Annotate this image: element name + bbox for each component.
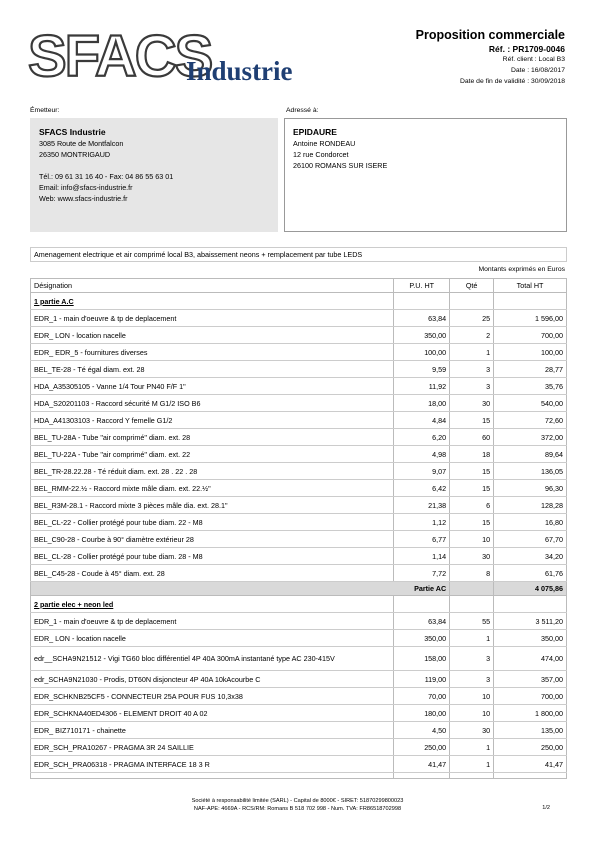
empty-cell bbox=[494, 293, 567, 310]
table-row bbox=[31, 671, 567, 688]
empty-cell bbox=[494, 596, 567, 613]
item-quantity: 25 bbox=[450, 310, 494, 327]
table-row bbox=[31, 514, 567, 531]
emitter-label: Émetteur: bbox=[30, 107, 60, 114]
recipient-name: EPIDAURE bbox=[293, 127, 337, 137]
item-quantity: 6 bbox=[450, 497, 494, 514]
item-quantity: 1 bbox=[450, 739, 494, 756]
item-unit-price: 350,00 bbox=[394, 327, 450, 344]
item-designation: BEL_TU-22A - Tube "air comprimé" diam. ext. 22 bbox=[31, 446, 394, 463]
document-header bbox=[416, 28, 565, 87]
table-row bbox=[31, 565, 567, 582]
logo-sfacs-text: SFACS bbox=[28, 30, 212, 86]
table-row bbox=[31, 327, 567, 344]
document-title: Proposition commerciale bbox=[415, 28, 565, 42]
logo-industrie-text: Industrie bbox=[186, 56, 293, 86]
item-total: 96,30 bbox=[494, 480, 567, 497]
document-date: Date : 16/08/2017 bbox=[510, 67, 565, 74]
item-total: 474,00 bbox=[494, 647, 567, 671]
item-designation: BEL_R3M-28.1 - Raccord mixte 3 pièces mâle dia. ext. 28.1" bbox=[31, 497, 394, 514]
empty-cell bbox=[450, 596, 494, 613]
section-row-part2 bbox=[31, 596, 567, 613]
item-unit-price: 6,20 bbox=[394, 429, 450, 446]
item-total: 250,00 bbox=[494, 739, 567, 756]
item-designation: BEL_RMM-22.½ - Raccord mixte mâle diam. ext. 22.½" bbox=[31, 480, 394, 497]
currency-note: Montants exprimés en Euros bbox=[478, 266, 565, 273]
emitter-email: Email: info@sfacs-industrie.fr bbox=[39, 183, 133, 192]
item-quantity: 18 bbox=[450, 446, 494, 463]
item-designation: HDA_S20201103 - Raccord sécurité M G1/2 ISO B6 bbox=[31, 395, 394, 412]
item-total: 372,00 bbox=[494, 429, 567, 446]
item-unit-price: 41,47 bbox=[394, 756, 450, 773]
item-designation: EDR_1 - main d'oeuvre & tp de deplacement bbox=[31, 310, 394, 327]
emitter-box bbox=[30, 118, 278, 232]
emitter-phone: Tél.: 09 61 31 16 40 - Fax: 04 86 55 63 01 bbox=[39, 172, 174, 181]
company-logo bbox=[28, 30, 328, 86]
table-row bbox=[31, 613, 567, 630]
item-unit-price: 180,00 bbox=[394, 705, 450, 722]
header-quantity: Qté bbox=[450, 279, 494, 293]
item-total: 128,28 bbox=[494, 497, 567, 514]
item-quantity: 15 bbox=[450, 412, 494, 429]
table-row bbox=[31, 463, 567, 480]
recipient-address-line1: 12 rue Condorcet bbox=[293, 150, 349, 159]
item-unit-price: 9,59 bbox=[394, 361, 450, 378]
table-row bbox=[31, 310, 567, 327]
item-quantity: 10 bbox=[450, 705, 494, 722]
empty-cell bbox=[450, 582, 494, 596]
table-row bbox=[31, 630, 567, 647]
item-designation: edr__SCHA9N21512 - Vigi TG60 bloc différentiel 4P 40A 300mA instantané type AC 230-415V bbox=[31, 647, 394, 671]
item-unit-price: 158,00 bbox=[394, 647, 450, 671]
item-designation: HDA_A35305105 - Vanne 1/4 Tour PN40 F/F 1" bbox=[31, 378, 394, 395]
table-row bbox=[31, 344, 567, 361]
item-total: 357,00 bbox=[494, 671, 567, 688]
item-unit-price: 250,00 bbox=[394, 739, 450, 756]
table-row bbox=[31, 531, 567, 548]
item-unit-price: 63,84 bbox=[394, 310, 450, 327]
item-unit-price: 1,12 bbox=[394, 514, 450, 531]
table-end-row bbox=[31, 773, 567, 779]
footer-legal-line1: Société à responsabilité limitée (SARL) - Capital de 8000€ - SIRET: 51870299800023 bbox=[191, 798, 404, 804]
document-reference: Réf. : PR1709-0046 bbox=[488, 44, 565, 54]
subtotal-row bbox=[31, 582, 567, 596]
section-title: 2 partie elec + neon led bbox=[31, 596, 394, 613]
item-unit-price: 100,00 bbox=[394, 344, 450, 361]
subtotal-label: Partie AC bbox=[31, 582, 450, 596]
recipient-address-line2: 26100 ROMANS SUR ISERE bbox=[293, 161, 388, 170]
item-designation: EDR_ EDR_5 - fournitures diverses bbox=[31, 344, 394, 361]
section-title: 1 partie A.C bbox=[31, 293, 394, 310]
item-total: 3 511,20 bbox=[494, 613, 567, 630]
item-designation: BEL_C90-28 - Courbe à 90° diamètre extérieur 28 bbox=[31, 531, 394, 548]
item-quantity: 55 bbox=[450, 613, 494, 630]
item-total: 35,76 bbox=[494, 378, 567, 395]
item-designation: EDR_SCH_PRA10267 - PRAGMA 3R 24 SAILLIE bbox=[31, 739, 394, 756]
section-row-part1 bbox=[31, 293, 567, 310]
item-total: 89,64 bbox=[494, 446, 567, 463]
empty-cell bbox=[450, 773, 494, 779]
table-row bbox=[31, 647, 567, 671]
empty-cell bbox=[394, 773, 450, 779]
subtotal-value: 4 075,86 bbox=[494, 582, 567, 596]
item-quantity: 2 bbox=[450, 327, 494, 344]
table-row bbox=[31, 361, 567, 378]
table-row bbox=[31, 480, 567, 497]
empty-cell bbox=[450, 293, 494, 310]
item-quantity: 15 bbox=[450, 480, 494, 497]
item-quantity: 3 bbox=[450, 378, 494, 395]
item-total: 135,00 bbox=[494, 722, 567, 739]
header-total: Total HT bbox=[494, 279, 567, 293]
item-total: 1 596,00 bbox=[494, 310, 567, 327]
item-unit-price: 18,00 bbox=[394, 395, 450, 412]
item-quantity: 1 bbox=[450, 630, 494, 647]
item-total: 16,80 bbox=[494, 514, 567, 531]
table-row bbox=[31, 412, 567, 429]
item-total: 72,60 bbox=[494, 412, 567, 429]
table-row bbox=[31, 395, 567, 412]
project-description: Amenagement electrique et air comprimé local B3, abaissement neons + remplacement par tube LEDS bbox=[30, 247, 567, 262]
item-quantity: 1 bbox=[450, 344, 494, 361]
item-quantity: 15 bbox=[450, 514, 494, 531]
item-total: 700,00 bbox=[494, 327, 567, 344]
item-total: 540,00 bbox=[494, 395, 567, 412]
client-reference: Réf. client : Local B3 bbox=[502, 56, 565, 63]
emitter-address-line1: 3085 Route de Montfalcon bbox=[39, 139, 124, 148]
validity-date: Date de fin de validité : 30/09/2018 bbox=[459, 78, 565, 85]
item-quantity: 30 bbox=[450, 395, 494, 412]
item-unit-price: 119,00 bbox=[394, 671, 450, 688]
item-designation: EDR_ LON - location nacelle bbox=[31, 327, 394, 344]
table-row bbox=[31, 378, 567, 395]
recipient-label: Adressé à: bbox=[286, 107, 319, 114]
footer-legal-line2: NAF-APE: 4669A - RCS/RM: Romans B 518 702 998 - Num. TVA: FR86518702998 bbox=[193, 806, 402, 812]
items-table bbox=[30, 278, 567, 779]
item-designation: BEL_CL-22 - Collier protégé pour tube diam. 22 - M8 bbox=[31, 514, 394, 531]
page-number: 1/2 bbox=[542, 805, 550, 811]
item-total: 1 800,00 bbox=[494, 705, 567, 722]
item-unit-price: 63,84 bbox=[394, 613, 450, 630]
item-unit-price: 350,00 bbox=[394, 630, 450, 647]
table-header-row bbox=[31, 279, 567, 293]
emitter-address-line2: 26350 MONTRIGAUD bbox=[39, 150, 111, 159]
item-quantity: 10 bbox=[450, 531, 494, 548]
item-quantity: 3 bbox=[450, 671, 494, 688]
item-quantity: 30 bbox=[450, 722, 494, 739]
item-unit-price: 4,50 bbox=[394, 722, 450, 739]
item-unit-price: 6,77 bbox=[394, 531, 450, 548]
item-designation: BEL_TE-28 - Té égal diam. ext. 28 bbox=[31, 361, 394, 378]
item-designation: EDR_SCHKNA40ED4306 - ELEMENT DROIT 40 A 02 bbox=[31, 705, 394, 722]
item-quantity: 3 bbox=[450, 647, 494, 671]
item-total: 34,20 bbox=[494, 548, 567, 565]
table-row bbox=[31, 722, 567, 739]
item-quantity: 8 bbox=[450, 565, 494, 582]
emitter-website: Web: www.sfacs-industrie.fr bbox=[39, 194, 128, 203]
item-designation: BEL_C45-28 - Coude à 45° diam. ext. 28 bbox=[31, 565, 394, 582]
header-unit-price: P.U. HT bbox=[394, 279, 450, 293]
table-row bbox=[31, 497, 567, 514]
header-designation: Désignation bbox=[31, 279, 394, 293]
item-unit-price: 9,07 bbox=[394, 463, 450, 480]
item-unit-price: 4,84 bbox=[394, 412, 450, 429]
item-designation: EDR_1 - main d'oeuvre & tp de deplacement bbox=[31, 613, 394, 630]
emitter-name: SFACS Industrie bbox=[39, 127, 106, 137]
item-unit-price: 7,72 bbox=[394, 565, 450, 582]
table-row bbox=[31, 705, 567, 722]
recipient-box bbox=[284, 118, 567, 232]
item-designation: BEL_TU-28A - Tube "air comprimé" diam. ext. 28 bbox=[31, 429, 394, 446]
empty-cell bbox=[31, 773, 394, 779]
item-designation: BEL_CL-28 - Collier protégé pour tube diam. 28 - M8 bbox=[31, 548, 394, 565]
item-unit-price: 11,92 bbox=[394, 378, 450, 395]
item-total: 61,76 bbox=[494, 565, 567, 582]
item-total: 41,47 bbox=[494, 756, 567, 773]
item-designation: EDR_ LON - location nacelle bbox=[31, 630, 394, 647]
item-unit-price: 21,38 bbox=[394, 497, 450, 514]
item-unit-price: 70,00 bbox=[394, 688, 450, 705]
item-designation: BEL_TR-28.22.28 - Té réduit diam. ext. 28 . 22 . 28 bbox=[31, 463, 394, 480]
empty-cell bbox=[394, 293, 450, 310]
item-designation: HDA_A41303103 - Raccord Y femelle G1/2 bbox=[31, 412, 394, 429]
item-quantity: 1 bbox=[450, 756, 494, 773]
item-total: 28,77 bbox=[494, 361, 567, 378]
table-row bbox=[31, 739, 567, 756]
table-row bbox=[31, 548, 567, 565]
item-designation: EDR_SCH_PRA06318 - PRAGMA INTERFACE 18 3 R bbox=[31, 756, 394, 773]
item-designation: EDR_SCHKNB25CF5 - CONNECTEUR 25A POUR FUS 10,3x38 bbox=[31, 688, 394, 705]
item-quantity: 3 bbox=[450, 361, 494, 378]
item-total: 100,00 bbox=[494, 344, 567, 361]
table-row bbox=[31, 756, 567, 773]
empty-cell bbox=[494, 773, 567, 779]
item-total: 136,05 bbox=[494, 463, 567, 480]
item-unit-price: 4,98 bbox=[394, 446, 450, 463]
item-designation: EDR_ BIZ710171 - chainette bbox=[31, 722, 394, 739]
item-total: 700,00 bbox=[494, 688, 567, 705]
empty-cell bbox=[394, 596, 450, 613]
item-quantity: 60 bbox=[450, 429, 494, 446]
item-quantity: 15 bbox=[450, 463, 494, 480]
table-row bbox=[31, 429, 567, 446]
item-unit-price: 6,42 bbox=[394, 480, 450, 497]
recipient-contact: Antoine RONDEAU bbox=[293, 139, 356, 148]
item-designation: edr_SCHA9N21030 - Prodis, DT60N disjoncteur 4P 40A 10kAcourbe C bbox=[31, 671, 394, 688]
item-quantity: 30 bbox=[450, 548, 494, 565]
item-total: 67,70 bbox=[494, 531, 567, 548]
table-row bbox=[31, 688, 567, 705]
item-quantity: 10 bbox=[450, 688, 494, 705]
table-row bbox=[31, 446, 567, 463]
item-total: 350,00 bbox=[494, 630, 567, 647]
page-footer bbox=[0, 797, 595, 813]
item-unit-price: 1,14 bbox=[394, 548, 450, 565]
